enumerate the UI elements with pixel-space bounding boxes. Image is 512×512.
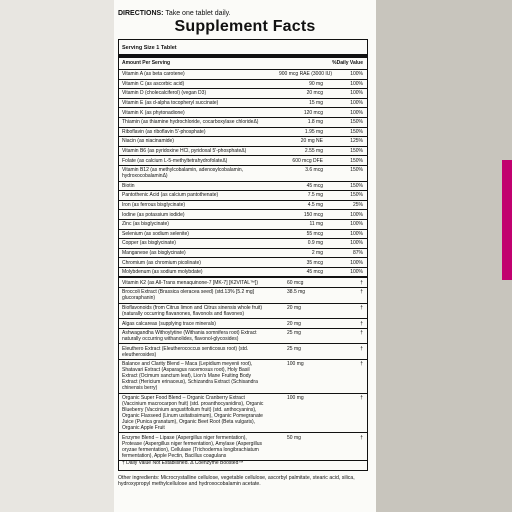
nutrient-dv: † xyxy=(360,320,363,327)
header-dv: %Daily Value xyxy=(332,60,363,66)
table-row xyxy=(119,394,367,434)
facts-rows xyxy=(119,69,367,461)
nutrient-name: Vitamin B12 (as methylcobalamin, adenosylcobalamin, hydroxocobalaminΔ) xyxy=(122,167,244,180)
table-row xyxy=(119,147,367,157)
nutrient-name: Vitamin K2 (as All-Trans menaquinone-7 [MK-7] [K2VITAL™]) xyxy=(122,279,259,286)
header-amount: Amount Per Serving xyxy=(122,60,171,66)
table-row xyxy=(119,108,367,118)
nutrient-amount: 60 mcg xyxy=(287,279,304,286)
nutrient-dv: 125% xyxy=(350,138,363,145)
nutrient-dv: 150% xyxy=(350,167,363,174)
nutrient-dv: 150% xyxy=(350,182,363,189)
nutrient-amount: 20 mcg xyxy=(306,90,323,97)
table-row xyxy=(119,137,367,147)
other-ingredients: Other ingredients: Microcrystalline cellulose, vegetable cellulose, ascorbyl palmitate, stearic acid, silica, hydroxypropyl methylcellulose and hydroxocobalamin acetate. xyxy=(118,475,355,488)
table-row xyxy=(119,278,367,288)
table-row xyxy=(119,191,367,201)
directions xyxy=(118,10,231,17)
nutrient-dv: 100% xyxy=(350,109,363,116)
table-row xyxy=(119,344,367,360)
nutrient-dv: † xyxy=(360,279,363,286)
label-sheet xyxy=(114,0,376,512)
table-row xyxy=(119,360,367,394)
table-row xyxy=(119,258,367,268)
nutrient-name: Chromium (as chromium picolinate) xyxy=(122,259,201,266)
nutrient-name: Vitamin C (as ascorbic acid) xyxy=(122,80,185,87)
nutrient-dv: 150% xyxy=(350,119,363,126)
table-row xyxy=(119,80,367,90)
table-row xyxy=(119,166,367,182)
nutrient-name: Vitamin A (as beta carotene) xyxy=(122,71,185,78)
table-row xyxy=(119,118,367,128)
nutrient-amount: 0.9 mg xyxy=(307,240,323,247)
nutrient-name: Iodine (as potassium iodide) xyxy=(122,211,185,218)
table-row xyxy=(119,249,367,259)
nutrient-name: Riboflavin (as riboflavin 5'-phosphate) xyxy=(122,128,206,135)
nutrient-name: Biotin xyxy=(122,182,135,189)
table-row xyxy=(119,220,367,230)
nutrient-amount: 100 mg xyxy=(287,394,304,401)
nutrient-name: Niacin (as niacinamide) xyxy=(122,138,174,145)
table-row xyxy=(119,230,367,240)
table-row xyxy=(119,99,367,109)
nutrient-name: Bioflavonoids (from Citrus limon and Citrus sinensis whole fruit) (naturally occurring flavanones, flavonols and flavones) xyxy=(122,304,263,317)
nutrient-amount: 20 mg xyxy=(287,304,301,311)
nutrient-dv: † xyxy=(360,345,363,352)
nutrient-amount: 20 mg xyxy=(287,320,301,327)
nutrient-amount: 15 mg xyxy=(309,100,323,107)
nutrient-dv: 150% xyxy=(350,157,363,164)
nutrient-name: Copper (as bisglycinate) xyxy=(122,240,176,247)
nutrient-dv: 100% xyxy=(350,230,363,237)
nutrient-dv: 100% xyxy=(350,259,363,266)
package-edge xyxy=(502,160,512,280)
facts-box xyxy=(118,39,368,471)
nutrient-amount: 11 mg xyxy=(309,221,323,228)
nutrient-name: Manganese (as bisglycinate) xyxy=(122,249,186,256)
footnote: † Daily Value Not Established. Δ Coenzyme Boosted™ xyxy=(122,460,244,466)
table-row xyxy=(119,182,367,192)
nutrient-amount: 100 mg xyxy=(287,361,304,368)
nutrient-dv: 150% xyxy=(350,148,363,155)
nutrient-amount: 45 mcg xyxy=(306,182,323,189)
nutrient-name: Thiamin (as thiamine hydrochloride, cocarboxylase chlorideΔ) xyxy=(122,119,259,126)
nutrient-dv: † xyxy=(360,361,363,368)
nutrient-dv: 87% xyxy=(352,249,363,256)
nutrient-amount: 25 mg xyxy=(287,330,301,337)
nutrient-amount: 35 mcg xyxy=(306,259,323,266)
nutrient-dv: 100% xyxy=(350,269,363,276)
nutrient-amount: 2.55 mg xyxy=(304,148,323,155)
table-row xyxy=(119,210,367,220)
nutrient-dv: 100% xyxy=(350,100,363,107)
nutrient-amount: 900 mcg RAE (3000 IU) xyxy=(279,71,333,78)
nutrient-dv: 100% xyxy=(350,221,363,228)
table-row xyxy=(119,288,367,304)
nutrient-amount: 600 mcg DFE xyxy=(292,157,323,164)
nutrient-name: Algas calcareas (supplying trace minerals) xyxy=(122,320,216,327)
nutrient-amount: 45 mcg xyxy=(306,269,323,276)
nutrient-dv: † xyxy=(360,304,363,311)
background-right xyxy=(372,0,512,512)
nutrient-amount: 55 mcg xyxy=(306,230,323,237)
table-row xyxy=(119,304,367,320)
nutrient-name: Vitamin E (as d-alpha tocopheryl succinate) xyxy=(122,100,219,107)
nutrient-amount: 1.8 mg xyxy=(307,119,323,126)
background-left xyxy=(0,0,118,512)
nutrient-dv: † xyxy=(360,330,363,337)
nutrient-name: Balance and Clarity Blend – Maca (Lepidium meyenii root), Shatavari Extract (Asparagus racemosus root), Holy Basil Extract (Ocimum sanctum leaf), Lion's Mane Fruiting Body Extract (Hericium erinaceus), Schizandra Extract (Schisandra chinensis berry) xyxy=(122,361,258,392)
nutrient-name: Eleuthero Extract (Eleutherococcus senticosus root) (std. eleutherosides) xyxy=(122,345,249,358)
nutrient-dv: 25% xyxy=(352,202,363,209)
nutrient-name: Molybdenum (as sodium molybdate) xyxy=(122,269,203,276)
nutrient-name: Selenium (as sodium selenite) xyxy=(122,230,189,237)
nutrient-name: Vitamin K (as phytonadione) xyxy=(122,109,185,116)
table-row xyxy=(119,70,367,80)
nutrient-amount: 2 mg xyxy=(311,249,323,256)
nutrient-dv: † xyxy=(360,289,363,296)
nutrient-name: Enzyme Blend – Lipase (Aspergillus niger fermentation), Protease (Aspergillus niger fermentation), Amylase (Aspergillus oryzae fermentation), Cellulase (Trichoderma longibrachiatum fermentation), Apple Pectin, Bacillus coagulans xyxy=(122,434,263,459)
table-row xyxy=(119,201,367,211)
nutrient-name: Iron (as ferrous bisglycinate) xyxy=(122,202,186,209)
nutrient-dv: 100% xyxy=(350,71,363,78)
nutrient-dv: † xyxy=(360,394,363,401)
table-row xyxy=(119,433,367,461)
table-row xyxy=(119,89,367,99)
table-row xyxy=(119,329,367,345)
table-row xyxy=(119,319,367,329)
nutrient-dv: 150% xyxy=(350,192,363,199)
nutrient-dv: 100% xyxy=(350,240,363,247)
nutrient-amount: 38.5 mg xyxy=(287,289,306,296)
nutrient-amount: 120 mcg xyxy=(303,109,323,116)
nutrient-amount: 4.5 mg xyxy=(307,202,323,209)
nutrient-dv: 150% xyxy=(350,128,363,135)
table-row xyxy=(119,156,367,166)
nutrient-amount: 150 mcg xyxy=(303,211,323,218)
nutrient-name: Broccoli Extract (Brassica oleracea seed) (std.13% [5.2 mg] glucoraphanin) xyxy=(122,289,254,302)
nutrient-dv: 100% xyxy=(350,90,363,97)
directions-label: DIRECTIONS: xyxy=(118,10,164,17)
nutrient-dv: 100% xyxy=(350,80,363,87)
nutrient-name: Vitamin D (cholecalciferol) (vegan D3) xyxy=(122,90,207,97)
table-row xyxy=(119,239,367,249)
nutrient-amount: 3.6 mcg xyxy=(305,167,323,174)
nutrient-amount: 25 mg xyxy=(287,345,301,352)
serving-size: Serving Size 1 Tablet xyxy=(122,45,177,51)
nutrient-name: Folate (as calcium L-5-methyltetrahydrofolateΔ) xyxy=(122,157,228,164)
nutrient-dv: † xyxy=(360,434,363,441)
nutrient-name: Organic Super Food Blend – Organic Cranberry Extract (Vaccinium macrocarpon fruit) (std. proanthocyanidins), Organic Blueberry (Vaccinium angustifolium fruit) (std. anthocyanins), Organic Flaxseed (Linum usitatissimum), Organic Pomegranate Juice (Punica granatum), Organic Beet Root (Beta vulgaris), Organic Apple Fruit xyxy=(122,394,264,431)
table-row xyxy=(119,128,367,138)
nutrient-amount: 20 mg NE xyxy=(300,138,323,145)
nutrient-name: Zinc (as bisglycinate) xyxy=(122,221,169,228)
facts-header xyxy=(119,54,367,66)
page-title: Supplement Facts xyxy=(174,18,316,35)
nutrient-name: Ashwagandha Withoylytine (Withania somnifera root) Extract naturally occurring withanolides, flavonol-glycosides) xyxy=(122,330,257,343)
nutrient-amount: 50 mg xyxy=(287,434,301,441)
nutrient-name: Pantothenic Acid (as calcium pantothenate) xyxy=(122,192,219,199)
nutrient-dv: 100% xyxy=(350,211,363,218)
nutrient-name: Vitamin B6 (as pyridoxine HCl, pyridoxal 5'-phosphateΔ) xyxy=(122,148,247,155)
nutrient-amount: 90 mg xyxy=(309,80,323,87)
nutrient-amount: 7.5 mg xyxy=(307,192,323,199)
directions-text: Take one tablet daily. xyxy=(165,10,231,17)
table-row xyxy=(119,268,367,279)
nutrient-amount: 1.95 mg xyxy=(304,128,323,135)
